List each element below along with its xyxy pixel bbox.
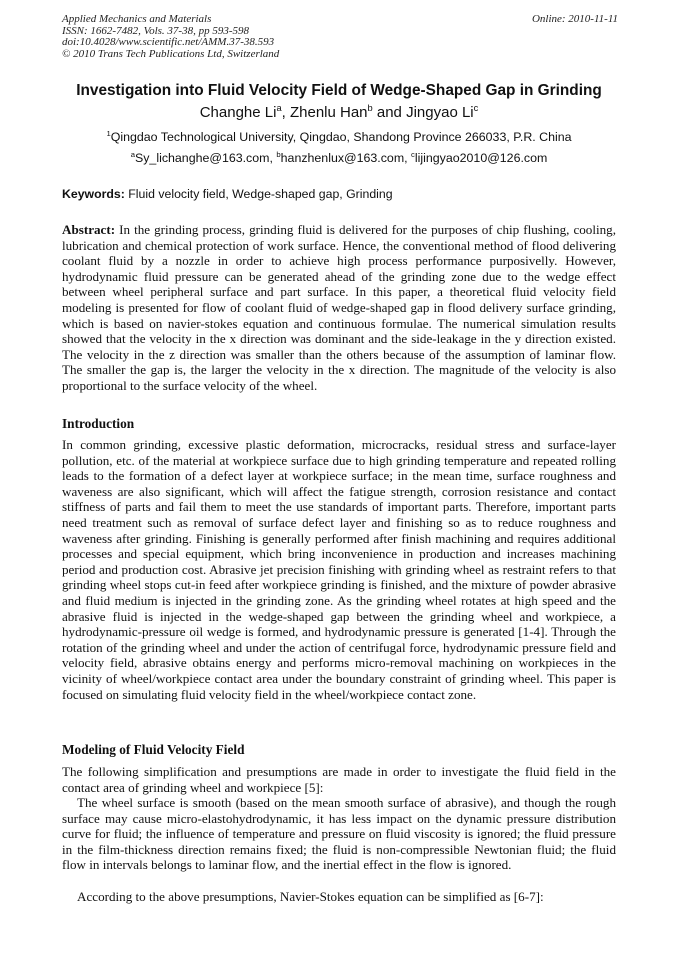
modeling-heading: Modeling of Fluid Velocity Field <box>62 742 245 757</box>
email-sup: c <box>411 149 415 159</box>
introduction-heading: Introduction <box>62 416 135 431</box>
keywords-label: Keywords: <box>62 187 125 201</box>
author-sup: b <box>367 103 373 113</box>
email-sep: , <box>404 151 412 165</box>
email-sep: , <box>269 151 277 165</box>
affiliation-text: Qingdao Technological University, Qingdao, Shandong Province 266033, P.R. China <box>110 130 572 144</box>
author-sep: and <box>372 104 407 121</box>
introduction-text: In common grinding, excessive plastic deformation, microcracks, residual stress and surface-layer pollution, etc. of the material at workpiece surface due to high grinding temperature and repeated rolling leads to the formation of a defect layer at workpiece surface; in the mean time, surface roughness and waveness are also significant, which will affect the fatigue strength, corrosion resistance and contact stiffness of parts and fail them to meet the use standards of important parts. Therefore, important parts need treatment such as removal of surface defect layer and finishing so as to reduce roughness and waveness after grinding. Finishing is generally performed after finish machining and requires additional processes and special equipment, which bring inconvenience in production and increases machining period and production cost. Abrasive jet precision finishing with grinding wheel as restraint refers to that grinding wheel stops cut-in feed after workpiece grinding is finished, and the mixture of powder abrasive and fluid medium is injected in the grinding zone. As the grinding wheel rotates at high speed and the abrasive fluid is injected in the wedge-shaped gap between the grinding wheel and workpiece, a hydrodynamic-pressure oil wedge is formed, and hydrodynamic pressure is generated [1-4]. Through the rotation of the grinding wheel and under the action of centrifugal force, hydrodynamic pressure field and velocity field, abrasive obtains energy and performs micro-removal machining on workpieces in the vicinity of wheel/workpiece contact area under the boundary constraint of grinding wheel. This paper is focused on simulating fluid velocity field in the wheel/workpiece contact zone. <box>62 437 616 702</box>
email-sup: a <box>130 149 135 159</box>
affiliation-sup: 1 <box>106 128 111 138</box>
email-sup: b <box>276 149 281 159</box>
modeling-paragraph-1: The following simplification and presumptions are made in order to investigate the fluid field in the contact area of grinding wheel and workpiece [5]: <box>62 764 616 795</box>
author-name: Zhenlu Han <box>289 104 368 121</box>
author-list <box>40 104 638 122</box>
author-sup: a <box>276 103 282 113</box>
email-address[interactable]: Sy_lichanghe@163.com <box>134 151 270 165</box>
author-name: Jingyao Li <box>406 104 474 121</box>
email-list <box>30 151 648 166</box>
doi-line[interactable]: doi:10.4028/www.scientific.net/AMM.37-38.593 <box>62 36 275 49</box>
keywords-text: Fluid velocity field, Wedge-shaped gap, Grinding <box>124 187 393 201</box>
author-name: Changhe Li <box>199 104 277 121</box>
email-address[interactable]: hanzhenlux@163.com <box>280 151 405 165</box>
abstract <box>62 222 616 394</box>
modeling-paragraph-2: The wheel surface is smooth (based on the mean smooth surface of abrasive), and though the rough surface may cause micro-elastohydrodynamic, it has less impact on the dynamic pressure distribution curve for fluid; the influence of temperature and pressure on fluid viscosity is ignored; the fluid pressure in the film-thickness direction remains fixed; the fluid is non-compressible Newtonian fluid; the fluid flow in intervals belongs to laminar flow, and the inertial effect in the flow is ignored. <box>62 795 616 873</box>
keywords <box>62 187 618 202</box>
author-sup: c <box>473 103 479 113</box>
author-sep: , <box>281 104 290 121</box>
paper-title: Investigation into Fluid Velocity Field of Wedge-Shaped Gap in Grinding <box>76 82 602 99</box>
issn-line: ISSN: 1662-7482, Vols. 37-38, pp 593-598 <box>62 24 249 37</box>
abstract-text: In the grinding process, grinding fluid is delivered for the purposes of chip flushing, cooling, lubrication and chemical protection of work surface. Hence, the conventional method of flood delivering coolant fluid by a nozzle in order to achieve high process performance purposivelly. However, hydrodynamic fluid pressure can be generated ahead of the grinding zone due to the wedge effect between wheel peripheral surface and part surface. In this paper, a theoretical fluid velocity field modeling is presented for flow of coolant fluid of wedge-shaped gap in flood delivery surface grinding, which is based on navier-stokes equation and continuous formulae. The numerical simulation results showed that the velocity in the x direction was dominant and the side-leakage in the y direction existed. The velocity in the z direction was smaller than the others because of the assumption of laminar flow. The smaller the gap is, the larger the velocity in the x direction. The magnitude of the velocity is also proportional to the surface velocity of the wheel. <box>62 222 616 393</box>
abstract-label: Abstract: <box>62 222 116 237</box>
journal-name: Applied Mechanics and Materials <box>62 13 212 25</box>
journal-header <box>62 14 618 60</box>
affiliation <box>30 130 648 145</box>
copyright-line: © 2010 Trans Tech Publications Ltd, Switzerland <box>62 47 280 60</box>
modeling-paragraph-3: According to the above presumptions, Navier-Stokes equation can be simplified as [6-7]: <box>77 889 544 904</box>
email-address[interactable]: lijingyao2010@126.com <box>414 151 548 165</box>
online-date: Online: 2010-11-11 <box>531 13 618 25</box>
